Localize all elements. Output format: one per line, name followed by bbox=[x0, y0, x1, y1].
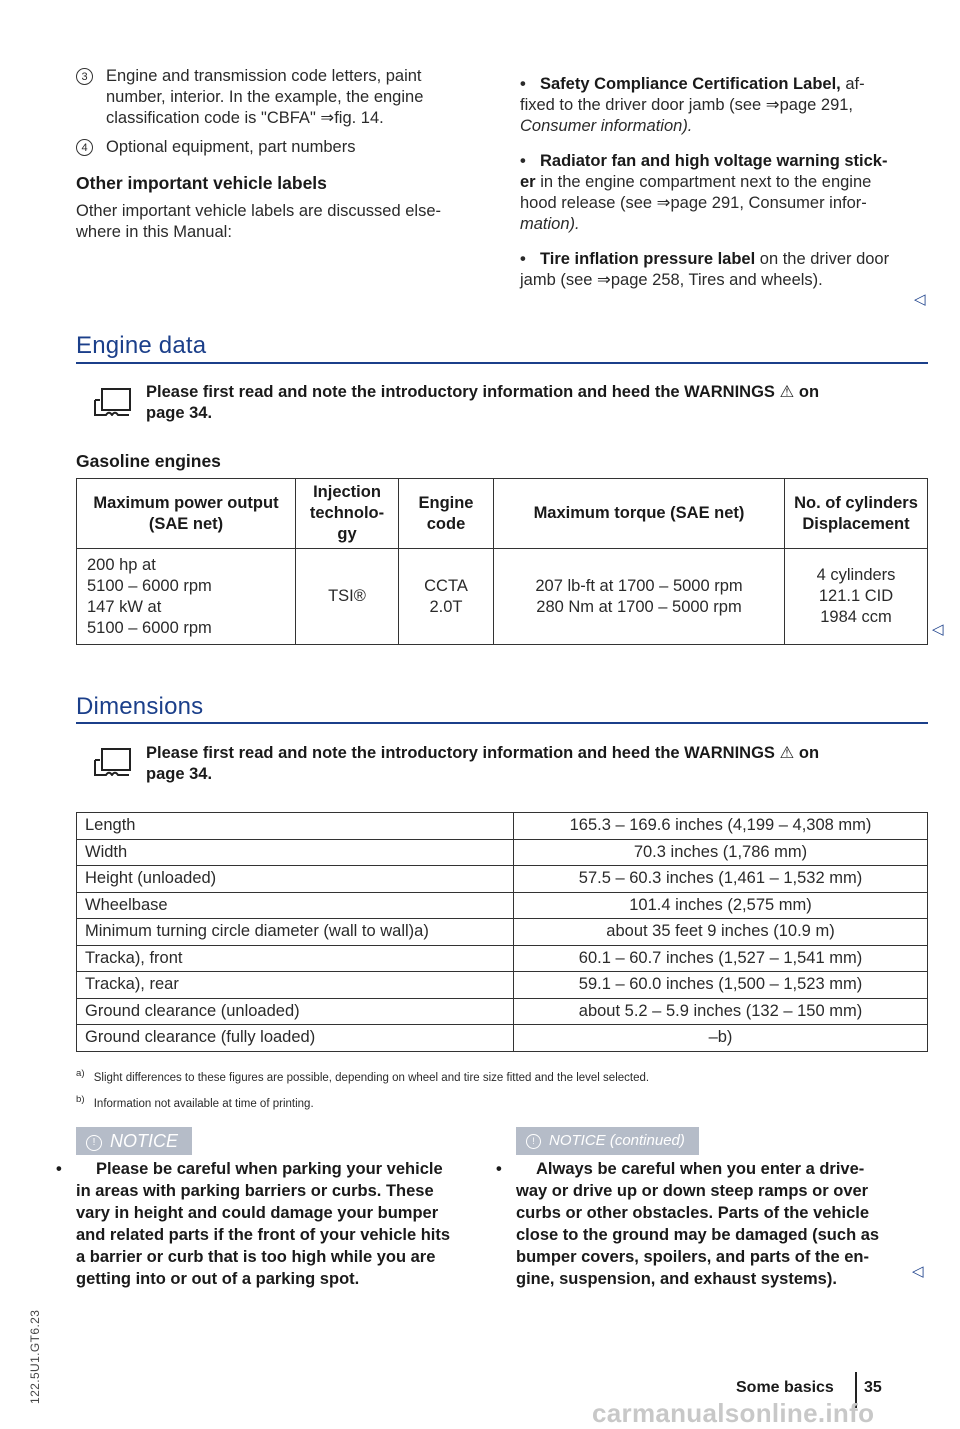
notice-continued-banner: ! NOTICE (continued) bbox=[516, 1127, 699, 1155]
cell-power: 200 hp at 5100 – 6000 rpm 147 kW at 5100 – 6000 rpm bbox=[77, 549, 296, 645]
footer-section-name: Some basics bbox=[736, 1379, 834, 1396]
col-header-engine-code: Engine code bbox=[399, 479, 494, 549]
table-row bbox=[77, 998, 928, 1025]
dimensions-title: Dimensions bbox=[76, 693, 204, 720]
table-row bbox=[77, 839, 928, 866]
dimension-value: 57.5 – 60.3 inches (1,461 – 1,532 mm) bbox=[514, 866, 928, 893]
col-header-torque: Maximum torque (SAE net) bbox=[494, 479, 785, 549]
dimension-label: Tracka), front bbox=[77, 945, 514, 972]
dimension-label: Width bbox=[77, 839, 514, 866]
table-row bbox=[77, 866, 928, 893]
notice-info-icon: ! bbox=[86, 1135, 102, 1151]
dimension-value: about 35 feet 9 inches (10.9 m) bbox=[514, 919, 928, 946]
cell-injection: TSI® bbox=[296, 549, 399, 645]
dimension-value: 60.1 – 60.7 inches (1,527 – 1,541 mm) bbox=[514, 945, 928, 972]
cell-cylinders: 4 cylinders 121.1 CID 1984 ccm bbox=[785, 549, 928, 645]
table-row bbox=[77, 892, 928, 919]
dimension-value: 70.3 inches (1,786 mm) bbox=[514, 839, 928, 866]
dimension-value: 59.1 – 60.0 inches (1,500 – 1,523 mm) bbox=[514, 972, 928, 999]
table-row bbox=[77, 1025, 928, 1052]
table-row bbox=[77, 813, 928, 840]
dimension-value: 101.4 inches (2,575 mm) bbox=[514, 892, 928, 919]
table-header-row bbox=[77, 479, 928, 549]
list-item-4: 4 Optional equipment, part numbers bbox=[76, 137, 476, 158]
table-row bbox=[77, 549, 928, 645]
dimensions-table bbox=[76, 812, 928, 1052]
col-header-cylinders: No. of cylinders Displacement bbox=[785, 479, 928, 549]
top-left-column bbox=[76, 66, 476, 243]
engine-read-first-note: Please first read and note the introductory information and heed the WARNINGS ⚠ on page 34. bbox=[146, 383, 820, 422]
top-right-column bbox=[520, 74, 940, 291]
notice-left-text: • Please be careful when parking your vehicle in areas with parking barriers or curbs. These vary in height and could damage your bumper and related parts if the front of your vehicle hits a barrier or curb that is too high while you are getting into or out of a parking spot. bbox=[76, 1158, 496, 1290]
read-first-book-icon bbox=[92, 386, 132, 416]
dimension-label: Minimum turning circle diameter (wall to wall)a) bbox=[77, 919, 514, 946]
item-number-4: 4 bbox=[76, 139, 93, 156]
footnote-a: $^{a)}$ Slight differences to these figures are possible, depending on wheel and tire size fitted and the level selected. bbox=[76, 1068, 650, 1084]
dimension-label: Wheelbase bbox=[77, 892, 514, 919]
other-labels-heading: Other important vehicle labels bbox=[76, 173, 327, 193]
read-first-book-icon bbox=[92, 746, 132, 776]
dimension-label: Ground clearance (unloaded) bbox=[77, 998, 514, 1025]
dimension-value: –b) bbox=[514, 1025, 928, 1052]
end-mark-notice: ◁ bbox=[912, 1263, 924, 1280]
notice-info-icon: ! bbox=[526, 1134, 541, 1149]
table-row bbox=[77, 945, 928, 972]
list-item-3: 3 Engine and transmission code letters, paint number, interior. In the example, the engine classification code is "CBFA" ⇒fig. 14. bbox=[76, 66, 476, 129]
dimensions-read-first-note: Please first read and note the introductory information and heed the WARNINGS ⚠ on page 34. bbox=[146, 744, 820, 783]
dimension-label: Height (unloaded) bbox=[77, 866, 514, 893]
dimensions-table-body bbox=[77, 813, 928, 1052]
end-mark-engine: ◁ bbox=[932, 621, 944, 638]
section-rule bbox=[76, 362, 928, 364]
section-rule bbox=[76, 722, 928, 724]
dimension-value: about 5.2 – 5.9 inches (132 – 150 mm) bbox=[514, 998, 928, 1025]
bullet-radiator-fan-sticker: • Radiator fan and high voltage warning stick- er in the engine compartment next to the engine hood release (see ⇒page 291, Consumer infor- mation). bbox=[540, 151, 940, 235]
table-row bbox=[77, 972, 928, 999]
dimension-label: Tracka), rear bbox=[77, 972, 514, 999]
col-header-power: Maximum power output (SAE net) bbox=[77, 479, 296, 549]
dimension-value: 165.3 – 169.6 inches (4,199 – 4,308 mm) bbox=[514, 813, 928, 840]
engine-data-title: Engine data bbox=[76, 332, 207, 359]
table-row bbox=[77, 919, 928, 946]
gasoline-engines-heading: Gasoline engines bbox=[76, 451, 221, 471]
cell-torque: 207 lb-ft at 1700 – 5000 rpm 280 Nm at 1700 – 5000 rpm bbox=[494, 549, 785, 645]
dimension-label: Length bbox=[77, 813, 514, 840]
cell-engine-code: CCTA 2.0T bbox=[399, 549, 494, 645]
bullet-tire-label: • Tire inflation pressure label on the driver door jamb (see ⇒page 258, Tires and wheels). bbox=[540, 249, 940, 291]
notice-banner: ! NOTICE bbox=[76, 1127, 192, 1155]
page-number: 35 bbox=[864, 1379, 882, 1396]
notice-right-text: • Always be careful when you enter a drive- way or drive up or down steep ramps or over curbs or other obstacles. Parts of the vehicle close to the ground may be damaged (such as bumper covers, spoilers, and parts of the en- gine, suspension, and exhaust systems). bbox=[516, 1158, 936, 1290]
bullet-safety-label: • Safety Compliance Certification Label, af- fixed to the driver door jamb (see ⇒page 291, Consumer information). bbox=[540, 74, 940, 137]
watermark: carmanualsonline.info bbox=[592, 1398, 875, 1428]
dimension-label: Ground clearance (fully loaded) bbox=[77, 1025, 514, 1052]
other-labels-text: Other important vehicle labels are discussed else- where in this Manual: bbox=[76, 202, 442, 241]
footnote-b: $^{b)}$ Information not available at time of printing. bbox=[76, 1094, 314, 1110]
item-number-3: 3 bbox=[76, 68, 93, 85]
engine-data-table bbox=[76, 478, 928, 645]
side-document-code: 122.5U1.GT6.23 bbox=[28, 1309, 42, 1404]
end-mark-top: ◁ bbox=[914, 291, 926, 308]
col-header-injection: Injection technolo- gy bbox=[296, 479, 399, 549]
